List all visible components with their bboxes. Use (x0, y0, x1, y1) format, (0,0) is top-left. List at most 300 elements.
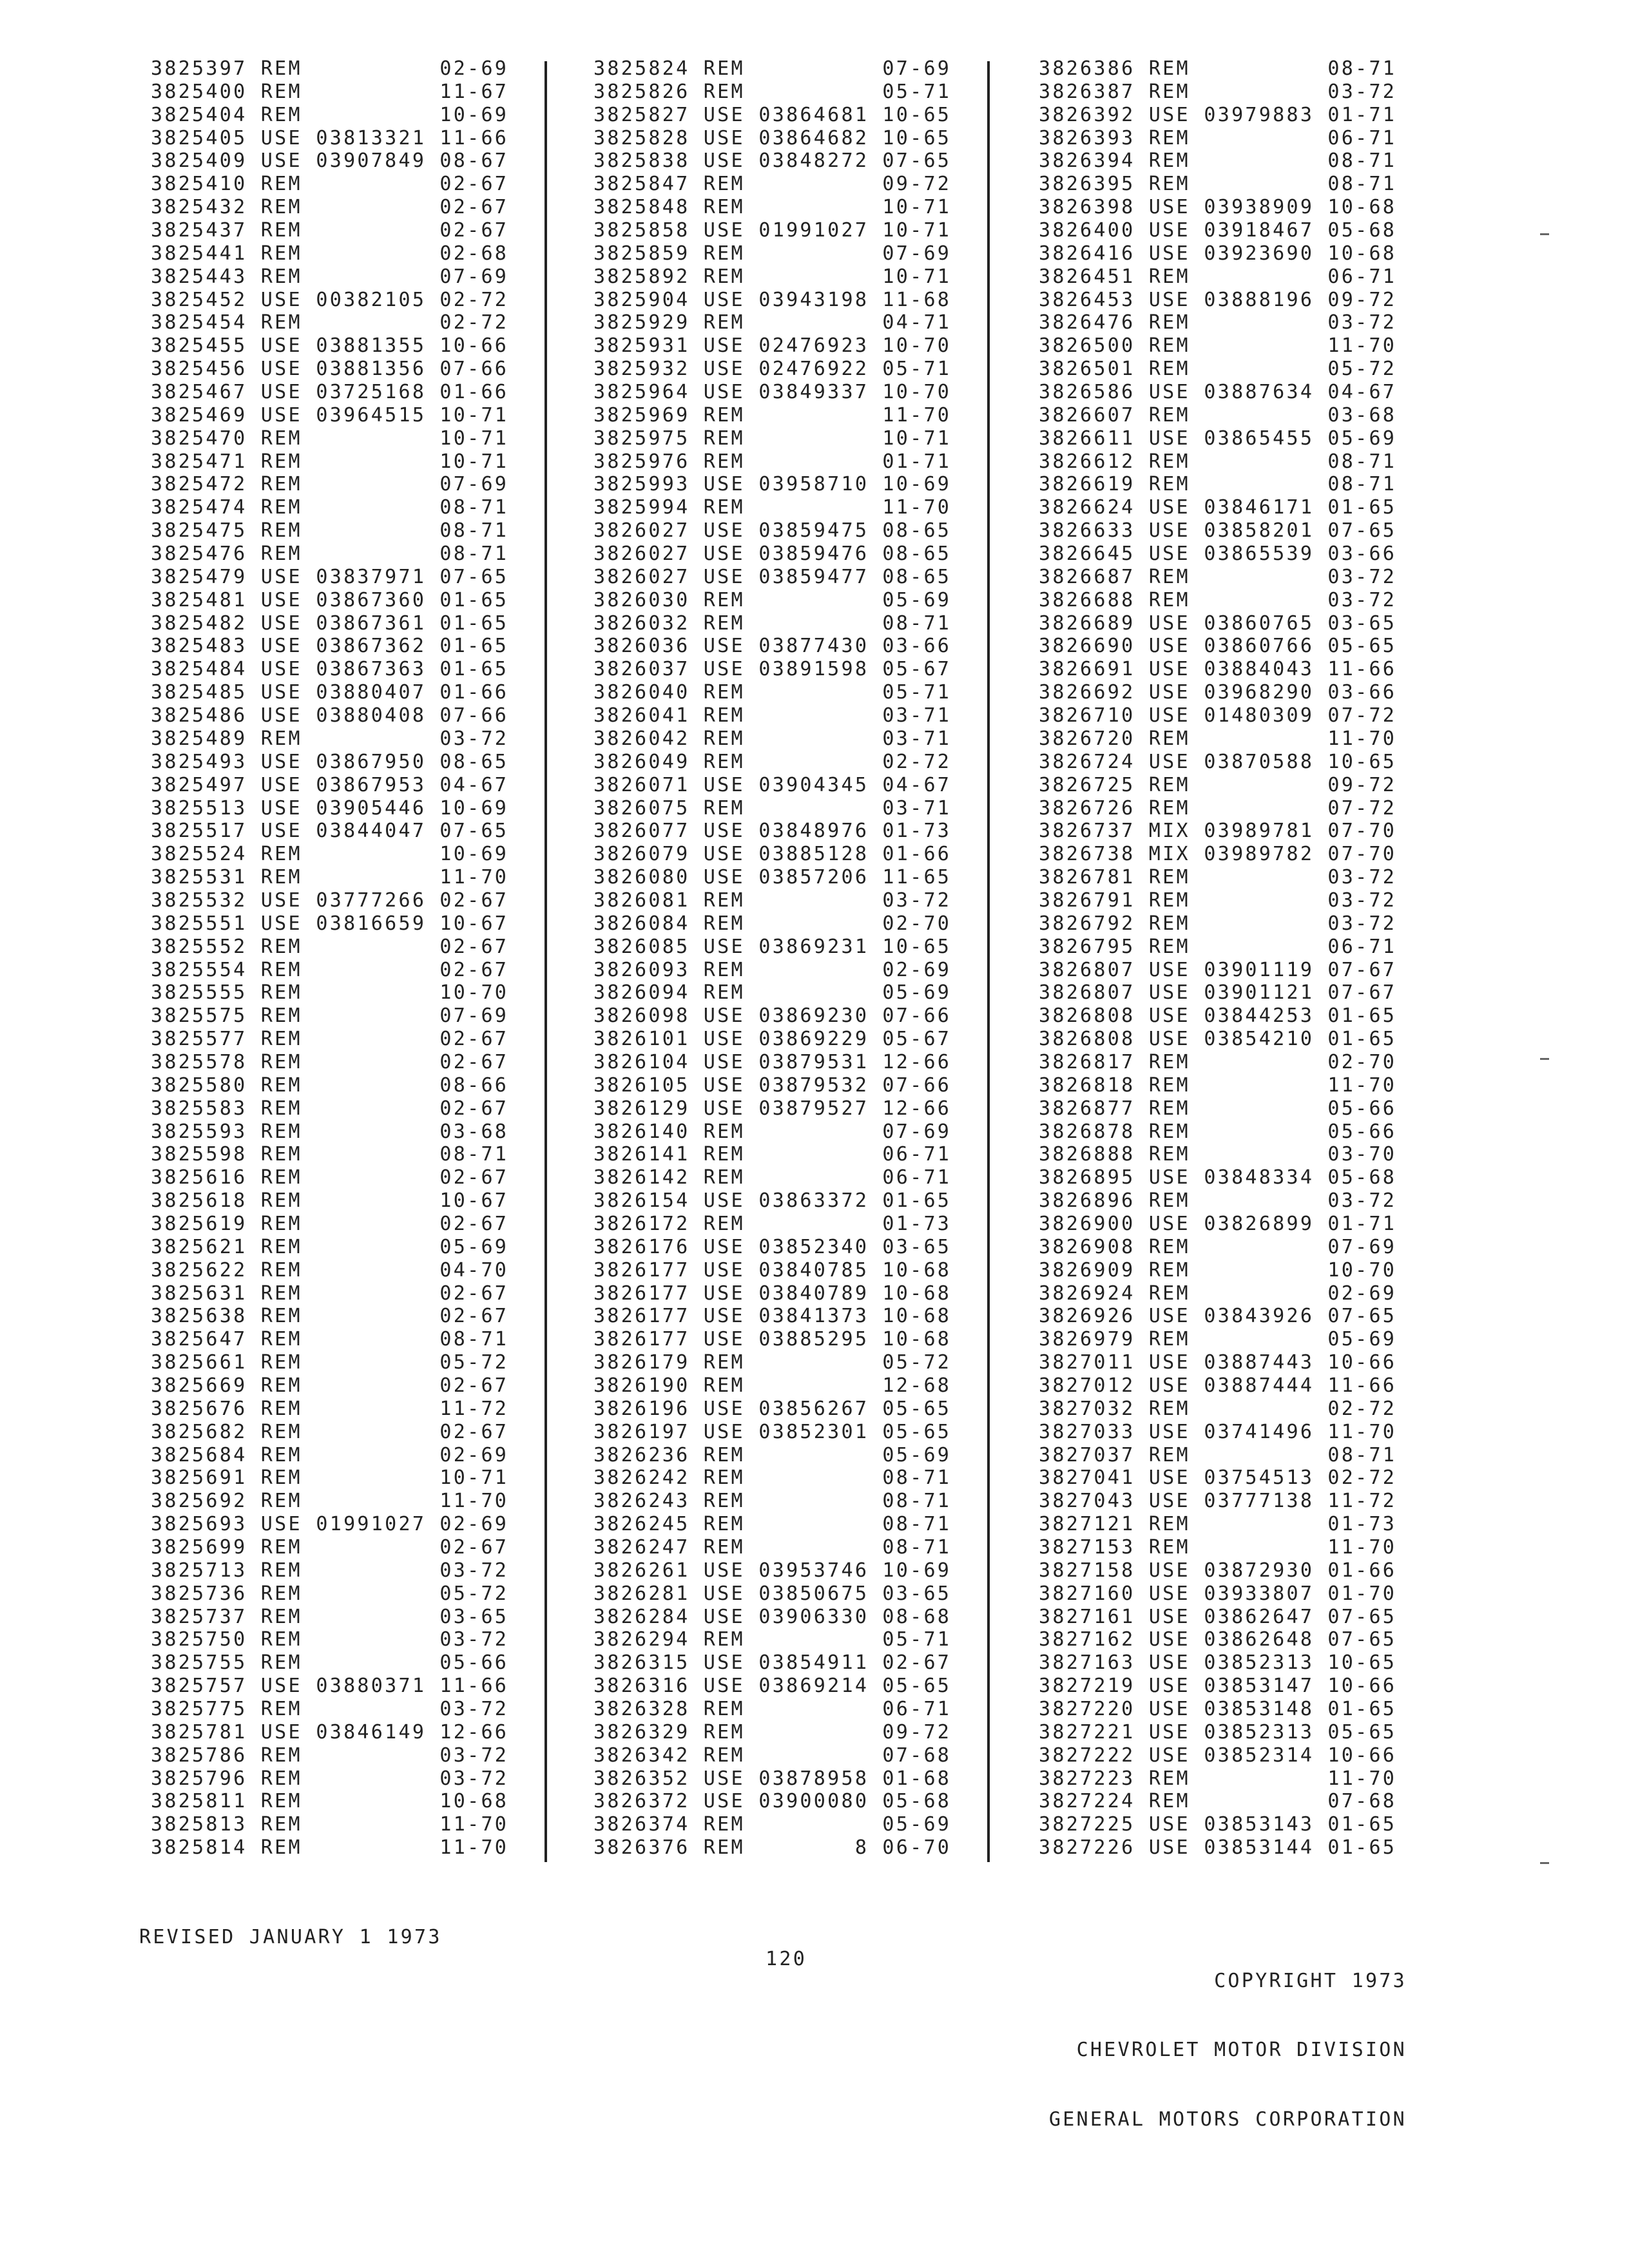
disposition-code: REM (1148, 1767, 1190, 1790)
effective-date: 11-72 (439, 1397, 509, 1420)
list-row (1039, 242, 1406, 265)
part-number: 3825848 (593, 196, 690, 219)
revision-note: REVISED JANUARY 1 1973 (139, 1926, 442, 1948)
disposition-code: REM (703, 57, 745, 80)
disposition-code: REM (260, 519, 302, 543)
part-number: 3826104 (593, 1050, 690, 1073)
effective-date: 06-71 (882, 1166, 952, 1189)
disposition-code: REM (260, 1028, 302, 1051)
effective-date: 10-69 (882, 473, 952, 496)
list-row (593, 149, 961, 173)
part-number: 3826243 (593, 1490, 690, 1513)
list-row (1039, 681, 1406, 704)
part-number: 3827033 (1039, 1420, 1135, 1443)
replacement-number: 03859477 (758, 565, 869, 588)
effective-date: 05-65 (882, 1397, 952, 1420)
disposition-code: REM (260, 1351, 302, 1374)
part-number: 3826079 (593, 843, 690, 866)
list-row (593, 1421, 961, 1444)
effective-date: 05-69 (1327, 427, 1397, 450)
replacement-number: 03852340 (758, 1235, 869, 1258)
list-row (1039, 612, 1406, 635)
replacement-number: 03887634 (1204, 381, 1315, 404)
list-row (151, 774, 518, 797)
part-number: 3825531 (151, 866, 247, 889)
list-row (593, 427, 961, 450)
part-number: 3825397 (151, 57, 247, 80)
disposition-code: REM (260, 311, 302, 334)
effective-date: 02-67 (439, 1420, 509, 1443)
part-number: 3826737 (1039, 820, 1135, 843)
effective-date: 05-67 (882, 1028, 952, 1051)
list-row (151, 543, 518, 566)
replacement-number: 03813321 (316, 126, 427, 149)
part-number: 3825483 (151, 635, 247, 658)
disposition-code: USE (703, 1073, 745, 1097)
list-row (151, 1374, 518, 1398)
disposition-code: REM (703, 1698, 745, 1721)
effective-date: 07-66 (882, 1073, 952, 1097)
replacement-number: 03777266 (316, 889, 427, 912)
effective-date: 02-67 (882, 1651, 952, 1675)
replacement-number: 03850675 (758, 1582, 869, 1605)
disposition-code: REM (703, 1120, 745, 1143)
effective-date: 02-67 (439, 1305, 509, 1328)
part-number: 3826692 (1039, 681, 1135, 704)
replacement-number: 03864681 (758, 103, 869, 126)
disposition-code: USE (260, 588, 302, 611)
part-number: 3827224 (1039, 1790, 1135, 1813)
effective-date: 03-72 (1327, 565, 1397, 588)
disposition-code: USE (260, 126, 302, 149)
effective-date: 11-70 (1327, 1536, 1397, 1559)
effective-date: 07-69 (439, 473, 509, 496)
effective-date: 09-72 (882, 1720, 952, 1744)
part-number: 3826080 (593, 866, 690, 889)
effective-date: 05-72 (882, 1351, 952, 1374)
disposition-code: REM (1148, 1189, 1190, 1213)
effective-date: 05-68 (1327, 219, 1397, 242)
list-row (1039, 959, 1406, 982)
effective-date: 03-72 (1327, 866, 1397, 889)
list-row (593, 889, 961, 912)
list-row (151, 589, 518, 612)
effective-date: 07-72 (1327, 796, 1397, 820)
effective-date: 10-71 (439, 450, 509, 473)
disposition-code: USE (1148, 1351, 1190, 1374)
replacement-number: 03877430 (758, 635, 869, 658)
list-row (151, 1120, 518, 1144)
effective-date: 10-69 (439, 796, 509, 820)
effective-date: 11-66 (439, 126, 509, 149)
effective-date: 07-72 (1327, 704, 1397, 727)
list-row (1039, 1166, 1406, 1189)
disposition-code: REM (1148, 1397, 1190, 1420)
effective-date: 01-73 (1327, 1513, 1397, 1536)
disposition-code: REM (703, 450, 745, 473)
list-row (593, 127, 961, 150)
part-number: 3826085 (593, 935, 690, 958)
effective-date: 12-66 (439, 1720, 509, 1744)
disposition-code: REM (703, 496, 745, 519)
part-number: 3826924 (1039, 1282, 1135, 1305)
effective-date: 08-71 (439, 1143, 509, 1166)
effective-date: 02-67 (439, 935, 509, 958)
part-number: 3825551 (151, 912, 247, 935)
part-number: 3826725 (1039, 773, 1135, 796)
disposition-code: REM (260, 173, 302, 196)
part-number: 3825486 (151, 704, 247, 727)
part-number: 3826236 (593, 1443, 690, 1466)
disposition-code: REM (1148, 588, 1190, 611)
disposition-code: REM (260, 866, 302, 889)
replacement-number: 03853143 (1204, 1813, 1315, 1836)
part-number: 3825400 (151, 80, 247, 103)
effective-date: 07-65 (439, 565, 509, 588)
replacement-number: 03862648 (1204, 1628, 1315, 1651)
list-row (151, 1004, 518, 1028)
part-number: 3827220 (1039, 1698, 1135, 1721)
list-row (1039, 1028, 1406, 1051)
effective-date: 10-68 (882, 1258, 952, 1282)
part-number: 3825682 (151, 1420, 247, 1443)
effective-date: 11-70 (1327, 334, 1397, 358)
part-number: 3826129 (593, 1097, 690, 1120)
list-row (151, 1097, 518, 1120)
replacement-number: 03888196 (1204, 288, 1315, 311)
part-number: 3825811 (151, 1790, 247, 1813)
replacement-number: 03989781 (1204, 820, 1315, 843)
part-number: 3826453 (1039, 288, 1135, 311)
list-row (1039, 173, 1406, 196)
disposition-code: REM (703, 1466, 745, 1490)
effective-date: 10-71 (439, 403, 509, 427)
disposition-code: REM (703, 704, 745, 727)
part-number: 3826176 (593, 1235, 690, 1258)
effective-date: 03-72 (439, 727, 509, 750)
list-row (151, 519, 518, 543)
list-row (1039, 1351, 1406, 1374)
effective-date: 07-66 (439, 358, 509, 381)
part-number: 3825524 (151, 843, 247, 866)
disposition-code: MIX (1148, 820, 1190, 843)
part-number: 3827221 (1039, 1720, 1135, 1744)
list-row (1039, 1582, 1406, 1606)
list-row (1039, 797, 1406, 820)
list-row (1039, 912, 1406, 936)
effective-date: 08-71 (1327, 57, 1397, 80)
part-number: 3825964 (593, 381, 690, 404)
effective-date: 11-65 (882, 866, 952, 889)
part-number: 3826416 (1039, 242, 1135, 265)
list-row (1039, 1444, 1406, 1467)
disposition-code: USE (703, 288, 745, 311)
replacement-number: 03943198 (758, 288, 869, 311)
disposition-code: REM (1148, 866, 1190, 889)
replacement-number: 03907849 (316, 149, 427, 173)
disposition-code: USE (1148, 1628, 1190, 1651)
list-row (151, 1582, 518, 1606)
list-row (151, 1606, 518, 1629)
disposition-code: USE (703, 1397, 745, 1420)
part-number: 3825827 (593, 103, 690, 126)
effective-date: 05-68 (882, 1790, 952, 1813)
disposition-code: USE (1148, 1420, 1190, 1443)
effective-date: 10-66 (1327, 1351, 1397, 1374)
part-number: 3825618 (151, 1189, 247, 1213)
part-number: 3826098 (593, 1004, 690, 1028)
replacement-number: 03849337 (758, 381, 869, 404)
effective-date: 10-67 (439, 1189, 509, 1213)
replacement-number: 03862647 (1204, 1605, 1315, 1628)
part-number: 3826245 (593, 1513, 690, 1536)
effective-date: 12-66 (882, 1050, 952, 1073)
effective-date: 05-65 (1327, 635, 1397, 658)
part-number: 3826979 (1039, 1328, 1135, 1351)
list-row (1039, 381, 1406, 404)
effective-date: 05-65 (1327, 1720, 1397, 1744)
part-number: 3826724 (1039, 750, 1135, 773)
disposition-code: REM (260, 843, 302, 866)
disposition-code: REM (1148, 1536, 1190, 1559)
replacement-number: 03867950 (316, 750, 427, 773)
list-row (1039, 1559, 1406, 1582)
disposition-code: USE (703, 1767, 745, 1790)
replacement-number: 03853148 (1204, 1698, 1315, 1721)
disposition-code: USE (1148, 1490, 1190, 1513)
list-row (151, 1189, 518, 1213)
disposition-code: USE (260, 796, 302, 820)
effective-date: 11-70 (439, 1490, 509, 1513)
list-row (593, 981, 961, 1004)
effective-date: 06-70 (882, 1836, 952, 1860)
disposition-code: REM (1148, 565, 1190, 588)
list-row (1039, 519, 1406, 543)
part-number: 3827032 (1039, 1397, 1135, 1420)
list-row (151, 1444, 518, 1467)
disposition-code: REM (1148, 57, 1190, 80)
part-number: 3825929 (593, 311, 690, 334)
list-row (1039, 1466, 1406, 1490)
list-row (1039, 1051, 1406, 1074)
part-number: 3827153 (1039, 1536, 1135, 1559)
replacement-number: 03865539 (1204, 543, 1315, 566)
replacement-number: 03816659 (316, 912, 427, 935)
part-number: 3825405 (151, 126, 247, 149)
effective-date: 03-65 (1327, 611, 1397, 635)
disposition-code: USE (703, 1097, 745, 1120)
list-row (151, 1143, 518, 1166)
disposition-code: USE (703, 565, 745, 588)
disposition-code: USE (260, 611, 302, 635)
part-number: 3825750 (151, 1628, 247, 1651)
disposition-code: REM (260, 1328, 302, 1351)
list-row (593, 1051, 961, 1074)
effective-date: 10-71 (882, 427, 952, 450)
disposition-code: REM (260, 1166, 302, 1189)
effective-date: 02-67 (439, 958, 509, 981)
effective-date: 03-66 (882, 635, 952, 658)
effective-date: 02-68 (439, 242, 509, 265)
effective-date: 11-66 (439, 1675, 509, 1698)
disposition-code: USE (703, 149, 745, 173)
part-number: 3826400 (1039, 219, 1135, 242)
part-number: 3827223 (1039, 1767, 1135, 1790)
replacement-number: 03848976 (758, 820, 869, 843)
replacement-number: 03725168 (316, 381, 427, 404)
disposition-code: REM (703, 981, 745, 1004)
replacement-number: 03958710 (758, 473, 869, 496)
effective-date: 05-66 (1327, 1097, 1397, 1120)
disposition-code: REM (260, 1698, 302, 1721)
effective-date: 08-65 (882, 565, 952, 588)
effective-date: 08-71 (1327, 450, 1397, 473)
disposition-code: REM (703, 173, 745, 196)
disposition-code: REM (703, 1351, 745, 1374)
disposition-code: REM (1148, 1050, 1190, 1073)
list-row (1039, 450, 1406, 474)
disposition-code: USE (703, 1675, 745, 1698)
list-row (593, 404, 961, 427)
effective-date: 01-65 (439, 588, 509, 611)
part-number: 3826040 (593, 681, 690, 704)
disposition-code: USE (703, 1582, 745, 1605)
part-number: 3825932 (593, 358, 690, 381)
effective-date: 04-67 (1327, 381, 1397, 404)
disposition-code: REM (260, 1305, 302, 1328)
disposition-code: REM (1148, 80, 1190, 103)
part-number: 3826710 (1039, 704, 1135, 727)
list-row (593, 1606, 961, 1629)
list-row (1039, 1744, 1406, 1767)
list-row (593, 57, 961, 81)
list-row (1039, 196, 1406, 219)
list-row (151, 1744, 518, 1767)
disposition-code: USE (260, 1720, 302, 1744)
disposition-code: USE (1148, 219, 1190, 242)
effective-date: 01-66 (882, 843, 952, 866)
disposition-code: USE (703, 1028, 745, 1051)
disposition-code: USE (1148, 1605, 1190, 1628)
effective-date: 08-71 (882, 1513, 952, 1536)
disposition-code: REM (260, 1536, 302, 1559)
part-number: 3825859 (593, 242, 690, 265)
list-row (1039, 1213, 1406, 1236)
list-row (1039, 1305, 1406, 1328)
effective-date: 08-71 (1327, 149, 1397, 173)
effective-date: 02-67 (439, 196, 509, 219)
list-row (593, 912, 961, 936)
list-row (593, 589, 961, 612)
part-number: 3825631 (151, 1282, 247, 1305)
effective-date: 01-71 (1327, 1212, 1397, 1235)
disposition-code: REM (260, 196, 302, 219)
part-number: 3826041 (593, 704, 690, 727)
part-number: 3825484 (151, 658, 247, 681)
disposition-code: REM (703, 1813, 745, 1836)
list-row (151, 912, 518, 936)
scan-artifact-mark (1540, 1862, 1549, 1864)
replacement-number: 03884043 (1204, 658, 1315, 681)
replacement-number: 03852314 (1204, 1744, 1315, 1767)
part-number: 3825479 (151, 565, 247, 588)
disposition-code: REM (703, 750, 745, 773)
disposition-code: USE (703, 658, 745, 681)
list-row (1039, 1767, 1406, 1791)
effective-date: 03-65 (882, 1235, 952, 1258)
disposition-code: USE (1148, 543, 1190, 566)
list-row (151, 1651, 518, 1675)
replacement-number: 03754513 (1204, 1466, 1315, 1490)
effective-date: 10-65 (882, 935, 952, 958)
list-row (1039, 1236, 1406, 1259)
effective-date: 10-66 (439, 334, 509, 358)
disposition-code: REM (260, 727, 302, 750)
disposition-code: USE (260, 381, 302, 404)
effective-date: 07-69 (882, 242, 952, 265)
replacement-number: 03854210 (1204, 1028, 1315, 1051)
list-row (1039, 404, 1406, 427)
disposition-code: USE (260, 750, 302, 773)
list-row (151, 1721, 518, 1744)
replacement-number: 03879532 (758, 1073, 869, 1097)
part-number: 3826392 (1039, 103, 1135, 126)
effective-date: 10-70 (1327, 1258, 1397, 1282)
replacement-number: 03867360 (316, 588, 427, 611)
effective-date: 11-68 (882, 288, 952, 311)
effective-date: 02-67 (439, 1050, 509, 1073)
disposition-code: REM (703, 1212, 745, 1235)
list-row (593, 1236, 961, 1259)
effective-date: 03-71 (882, 704, 952, 727)
replacement-number: 01991027 (758, 219, 869, 242)
part-number: 3826807 (1039, 981, 1135, 1004)
part-number: 3825513 (151, 796, 247, 820)
effective-date: 10-69 (882, 1559, 952, 1582)
disposition-code: REM (1148, 450, 1190, 473)
part-number: 3826177 (593, 1282, 690, 1305)
list-row (593, 1836, 961, 1860)
part-number: 3827041 (1039, 1466, 1135, 1490)
copyright-line: COPYRIGHT 1973 (1214, 1969, 1407, 1992)
disposition-code: REM (260, 1143, 302, 1166)
effective-date: 01-65 (1327, 1028, 1397, 1051)
list-row (151, 658, 518, 681)
replacement-number: 03865455 (1204, 427, 1315, 450)
effective-date: 07-68 (1327, 1790, 1397, 1813)
effective-date: 10-68 (1327, 196, 1397, 219)
effective-date: 10-70 (882, 334, 952, 358)
effective-date: 01-71 (1327, 103, 1397, 126)
list-row (1039, 57, 1406, 81)
list-row (593, 866, 961, 889)
list-row (151, 1490, 518, 1513)
list-row (151, 1675, 518, 1698)
effective-date: 02-67 (439, 1536, 509, 1559)
list-row (593, 219, 961, 242)
part-number: 3825470 (151, 427, 247, 450)
list-row (1039, 1189, 1406, 1213)
disposition-code: USE (260, 403, 302, 427)
list-row (1039, 1651, 1406, 1675)
effective-date: 07-69 (439, 265, 509, 288)
disposition-code: USE (703, 1790, 745, 1813)
part-number: 3826908 (1039, 1235, 1135, 1258)
part-number: 3826261 (593, 1559, 690, 1582)
list-row (593, 959, 961, 982)
effective-date: 08-71 (439, 519, 509, 543)
replacement-number: 03979883 (1204, 103, 1315, 126)
